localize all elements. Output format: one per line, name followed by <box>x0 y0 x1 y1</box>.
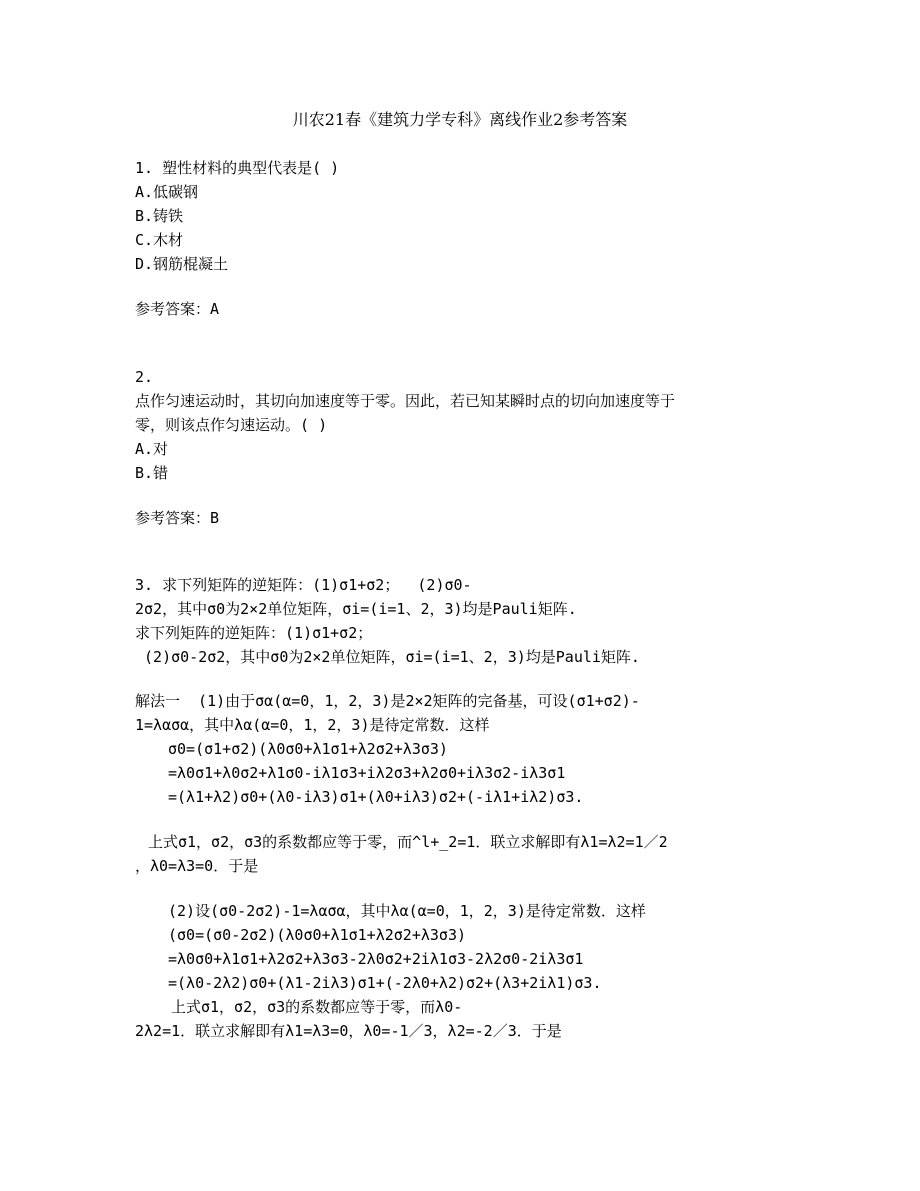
solution-line-9: (σ0=(σ0-2σ2)(λ0σ0+λ1σ1+λ2σ2+λ3σ3) <box>168 926 467 944</box>
question-2-option-b: B.错 <box>135 464 169 482</box>
question-2-answer: 参考答案：B <box>135 509 220 527</box>
solution-line-10: =λ0σ0+λ1σ1+λ2σ2+λ3σ3-2λ0σ2+2iλ1σ3-2λ2σ0-2iλ3σ1 <box>168 950 584 968</box>
solution-line-1: 解法一 (1)由于σα(α=0，1，2，3)是2×2矩阵的完备基，可设(σ1+σ2)- <box>135 692 640 710</box>
question-3-line-1: 3. 求下列矩阵的逆矩阵：(1)σ1+σ2； (2)σ0- <box>135 576 472 594</box>
question-2-option-a: A.对 <box>135 440 169 458</box>
question-3-line-3: 求下列矩阵的逆矩阵：(1)σ1+σ2； <box>135 624 373 642</box>
solution-line-4: =λ0σ1+λ0σ2+λ1σ0-iλ1σ3+iλ2σ3+λ2σ0+iλ3σ2-iλ3σ1 <box>168 764 566 782</box>
question-1-option-c: C.木材 <box>135 231 184 249</box>
solution-line-13: 2λ2=1．联立求解即有λ1=λ3=0，λ0=-1／3，λ2=-2／3．于是 <box>135 1022 562 1040</box>
solution-line-7: ，λ0=λ3=0．于是 <box>135 857 259 875</box>
question-3-line-2: 2σ2，其中σ0为2×2单位矩阵，σi=(i=1、2，3)均是Pauli矩阵. <box>135 600 577 618</box>
solution-line-3: σ0=(σ1+σ2)(λ0σ0+λ1σ1+λ2σ2+λ3σ3) <box>168 740 448 758</box>
question-2-text-line-1: 点作匀速运动时，其切向加速度等于零。因此，若已知某瞬时点的切向加速度等于 <box>135 392 676 410</box>
question-2-number: 2. <box>135 368 154 386</box>
question-1-option-d: D.钢筋棍凝土 <box>135 255 229 273</box>
solution-line-8: (2)设(σ0-2σ2)-1=λασα，其中λα(α=0，1，2，3)是待定常数．这样 <box>168 902 646 920</box>
question-1-text: 1. 塑性材料的典型代表是( ) <box>135 159 340 177</box>
solution-line-2: 1=λασα，其中λα(α=0，1，2，3)是待定常数．这样 <box>135 716 490 734</box>
solution-line-12: 上式σ1，σ2，σ3的系数都应等于零，而λ0- <box>171 998 463 1016</box>
solution-line-6: 上式σ1，σ2，σ3的系数都应等于零，而^l+_2=1．联立求解即有λ1=λ2=1／2 <box>148 833 668 851</box>
question-2-text-line-2: 零，则该点作匀速运动。( ) <box>135 416 328 434</box>
question-1-option-a: A.低碳钢 <box>135 183 199 201</box>
solution-line-11: =(λ0-2λ2)σ0+(λ1-2iλ3)σ1+(-2λ0+λ2)σ2+(λ3+2iλ1)σ3. <box>168 974 602 992</box>
solution-line-5: =(λ1+λ2)σ0+(λ0-iλ3)σ1+(λ0+iλ3)σ2+(-iλ1+iλ2)σ3. <box>168 788 584 806</box>
question-1-answer: 参考答案：A <box>135 300 220 318</box>
page-title: 川农21春《建筑力学专科》离线作业2参考答案 <box>292 110 628 129</box>
question-1-option-b: B.铸铁 <box>135 207 184 225</box>
question-3-line-4: (2)σ0-2σ2，其中σ0为2×2单位矩阵，σi=(i=1、2，3)均是Pauli矩阵. <box>135 648 640 666</box>
